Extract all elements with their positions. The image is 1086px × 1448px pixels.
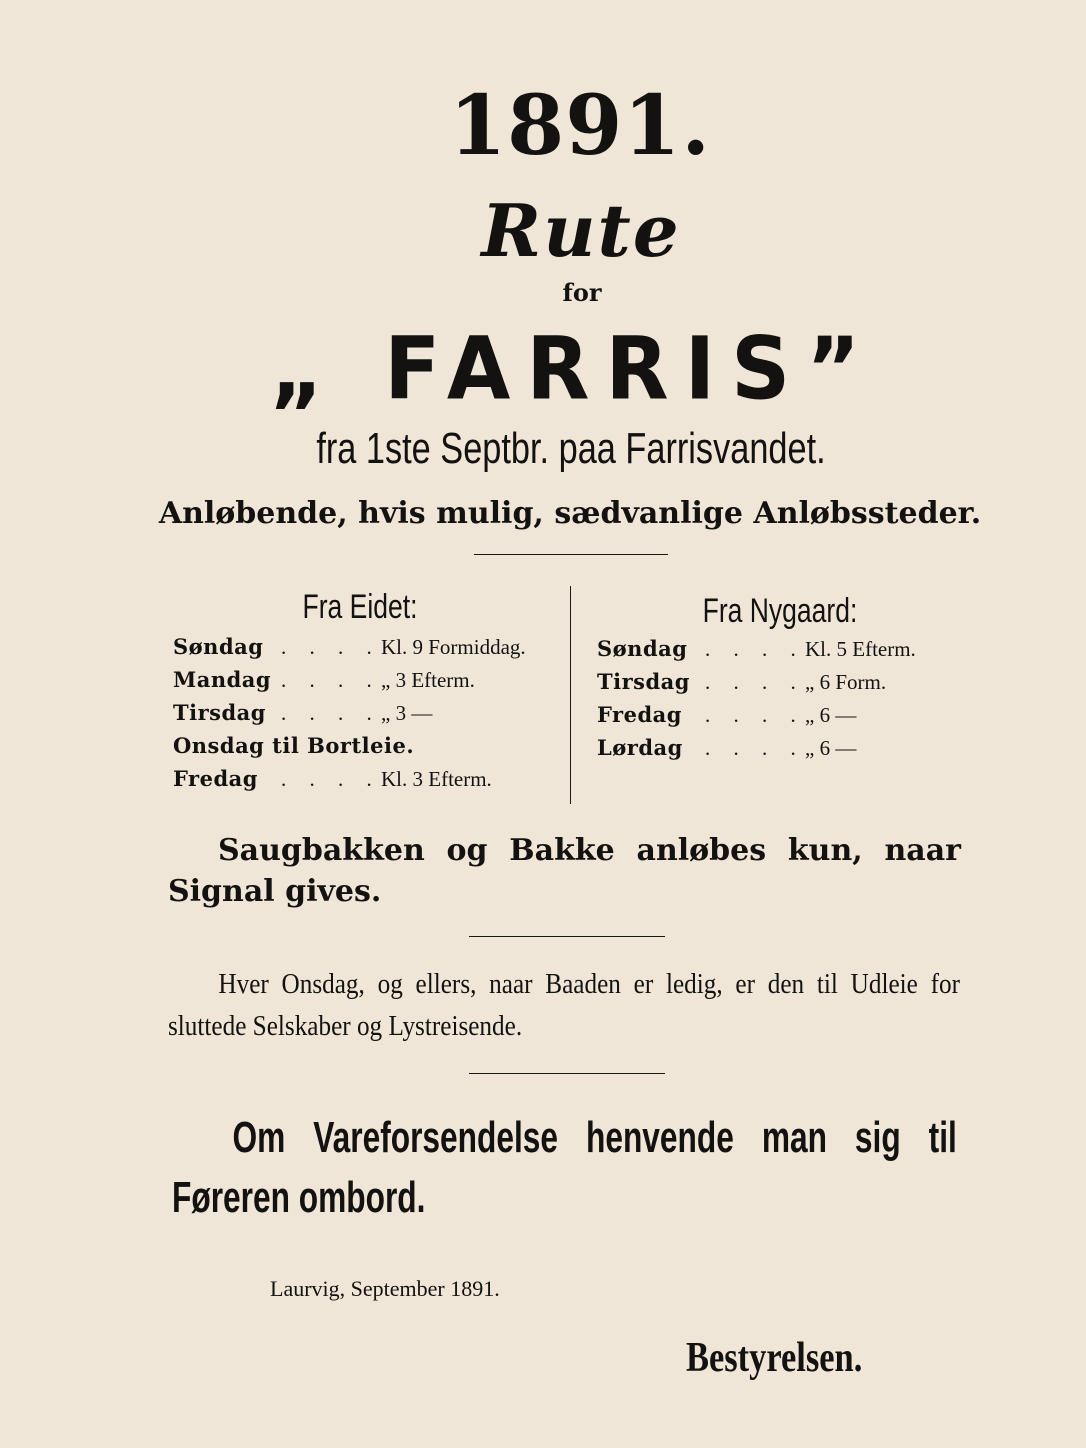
departure-time: Kl. 9 Formiddag. [381,635,526,659]
year-heading: 1891. [449,78,711,174]
schedule-row [597,735,977,768]
departure-time: „ 3 — [381,701,433,725]
leader-dots: . . . . [705,637,805,661]
departure-time: Kl. 3 Efterm. [381,767,492,791]
schedule-row [173,667,563,700]
route-subtitle: fra 1ste Septbr. paa Farrisvandet. [316,424,826,473]
schedule-row [173,733,563,766]
signal-notice: Saugbakken og Bakke anløbes kun, naar Signal gives. [168,833,961,909]
right-schedule [597,636,977,768]
divider-3 [469,1073,665,1074]
day-label: Lørdag [597,735,683,760]
signature: Bestyrelsen. [686,1335,863,1381]
left-column-heading: Fra Eidet: [302,588,418,626]
schedule-row [597,702,977,735]
day-label: Fredag [173,766,258,791]
day-label: Mandag [173,667,272,692]
leader-dots: . . . . [281,668,381,692]
leader-dots: . . . . [281,635,381,659]
stops-notice: Anløbende, hvis mulig, sædvanlige Anløbssteder. [158,496,982,531]
day-label: Tirsdag [597,669,690,694]
schedule-row [597,669,977,702]
divider-2 [469,936,665,937]
leader-dots: . . . . [705,670,805,694]
schedule-row [597,636,977,669]
departure-time: „ 6 — [805,703,857,727]
divider-1 [474,554,668,555]
schedule-row [173,766,563,799]
departure-time: Kl. 5 Efterm. [805,637,916,661]
rute-heading: Rute [481,188,681,273]
left-schedule [173,634,563,799]
day-label: Fredag [597,702,682,727]
freight-notice: Om Vareforsendelse henvende man sig til Føreren ombord. [172,1113,957,1222]
day-label: Onsdag til Bortleie. [173,733,415,758]
leader-dots: . . . . [281,701,381,725]
ship-name: „ FARRIS” [269,319,877,420]
column-divider [570,586,571,804]
leader-dots: . . . . [281,767,381,791]
for-label: for [562,278,602,307]
place-date: Laurvig, September 1891. [270,1276,500,1301]
rental-notice: Hver Onsdag, og ellers, naar Baaden er ledig, er den til Udleie for sluttede Selskaber og Lystreisende. [168,969,960,1042]
day-label: Søndag [597,636,688,661]
leader-dots: . . . . [705,703,805,727]
departure-time: „ 6 Form. [805,670,887,694]
day-label: Søndag [173,634,264,659]
schedule-row [173,700,563,733]
schedule-row [173,634,563,667]
departure-time: „ 6 — [805,736,857,760]
departure-time: „ 3 Efterm. [381,668,475,692]
leader-dots: . . . . [705,736,805,760]
right-column-heading: Fra Nygaard: [702,592,858,630]
day-label: Tirsdag [173,700,266,725]
